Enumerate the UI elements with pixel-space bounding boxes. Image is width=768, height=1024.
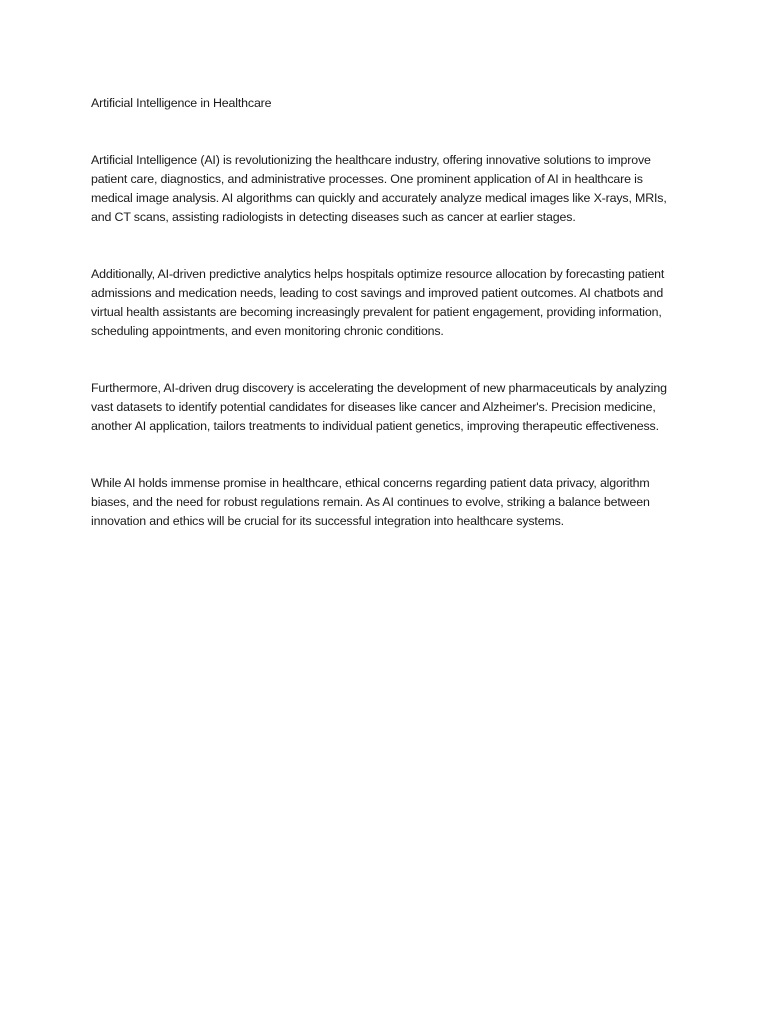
paragraph-1: Artificial Intelligence (AI) is revolutionizing the healthcare industry, offering innovative solutions to improve patient care, diagnostics, and administrative processes. One prominent application of AI in healthcare is medical image analysis. AI algorithms can quickly and accurately analyze medical images like X-rays, MRIs, and CT scans, assisting radiologists in detecting diseases such as cancer at earlier stages. — [91, 153, 667, 224]
paragraph-2: Additionally, AI-driven predictive analytics helps hospitals optimize resource allocation by forecasting patient admissions and medication needs, leading to cost savings and improved patient outcomes. AI chatbots and virtual health assistants are becoming increasingly prevalent for patient engagement, providing information, scheduling appointments, and even monitoring chronic conditions. — [91, 267, 665, 338]
document-body — [91, 94, 683, 569]
paragraph-4: While AI holds immense promise in healthcare, ethical concerns regarding patient data privacy, algorithm biases, and the need for robust regulations remain. As AI continues to evolve, striking a balance between innovation and ethics will be crucial for its successful integration into healthcare systems. — [91, 476, 650, 528]
document-title: Artificial Intelligence in Healthcare — [91, 96, 272, 110]
paragraph-3: Furthermore, AI-driven drug discovery is accelerating the development of new pharmaceuticals by analyzing vast datasets to identify potential candidates for diseases like cancer and Alzheimer's. Precision medicine, another AI application, tailors treatments to individual patient genetics, improving therapeutic effectiveness. — [91, 381, 667, 433]
